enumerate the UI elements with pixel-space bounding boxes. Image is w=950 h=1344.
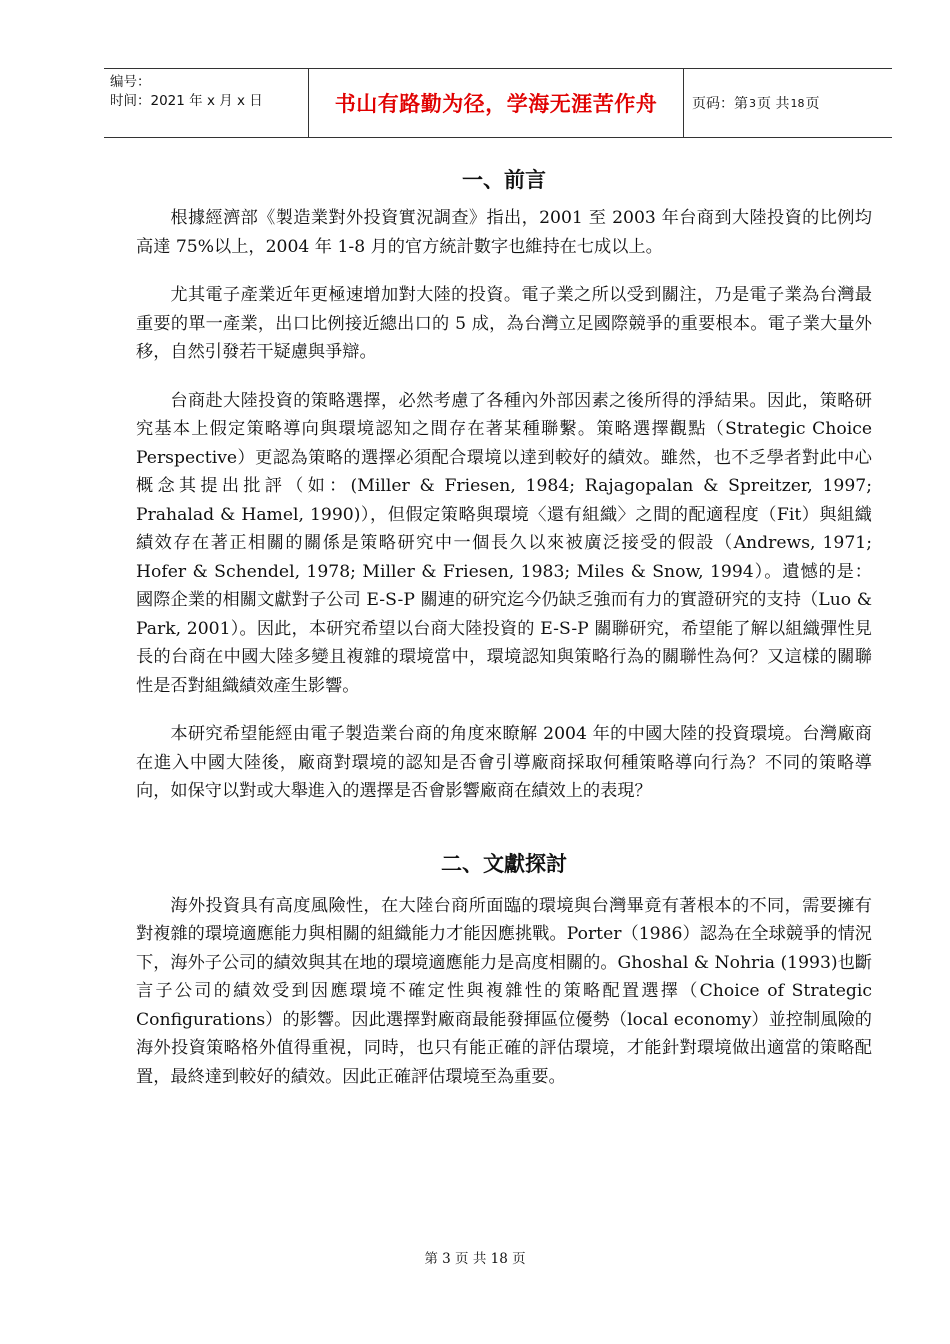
page-suffix: 页 bbox=[805, 96, 820, 112]
section-title-introduction: 一、前言 bbox=[462, 167, 546, 192]
doc-number-label: 编号： bbox=[110, 74, 151, 90]
paragraph: 本研究希望能經由電子製造業台商的角度來瞭解 2004 年的中國大陸的投資環境。台灣廠商在進入中國大陸後，廠商對環境的認知是否會引導廠商採取何種策略導向行為？不同的策略導向，如保守以對或大舉進入的選擇是否會影響廠商在績效上的表現？ bbox=[136, 724, 872, 801]
paragraph: 台商赴大陸投資的策略選擇，必然考慮了各種內外部因素之後所得的淨結果。因此，策略研究基本上假定策略導向與環境認知之間存在著某種聯繫。策略選擇觀點（Strategic Choice Perspective）更認為策略的選擇必須配合環境以達到較好的績效。雖然，也不乏學者對此中心概念其提出批評（如：(Miller & Friesen, 1984; Rajagopalan & Spreitzer, 1997; Prahalad & Hamel, 1990)），但假定策略與環境〈還有組織〉之間的配適程度（Fit）與組織績效存在著正相關的關係是策略研究中一個長久以來被廣泛接受的假設（Andrews, 1971; Hofer & Schendel, 1978; Miller & Friesen, 1983; Miles & Snow, 1994）。遺憾的是：國際企業的相關文獻對子公司 E-S-P 關連的研究迄今仍缺乏強而有力的實證研究的支持（Luo & Park, 2001）。因此，本研究希望以台商大陸投資的 E-S-P 關聯研究，希望能了解以組織彈性見長的台商在中國大陸多變且複雜的環境當中，環境認知與策略行為的關聯性為何？又這樣的關聯性是否對組織績效產生影響。 bbox=[136, 390, 872, 696]
header-meta bbox=[104, 69, 309, 137]
paragraph: 海外投資具有高度風險性，在大陸台商所面臨的環境與台灣畢竟有著根本的不同，需要擁有對複雜的環境適應能力與相關的組織能力才能因應挑戰。Porter（1986）認為在全球競爭的情況下，海外子公司的績效與其在地的環境適應能力是高度相關的。Ghoshal & Nohria (1993)也斷言子公司的績效受到因應環境不確定性與複雜性的策略配置選擇（Choice of Strategic Configurations）的影響。因此選擇對廠商最能發揮區位優勢（local economy）並控制風險的海外投資策略格外值得重視，同時，也只有能正確的評估環境，才能針對環境做出適當的策略配置，最終達到較好的績效。因此正確評估環境至為重要。 bbox=[136, 895, 872, 1087]
page-current: 3 bbox=[749, 96, 756, 110]
section-title-literature-review: 二、文獻探討 bbox=[441, 850, 567, 876]
header-page-info bbox=[684, 69, 892, 137]
doc-time-label: 时间：2021 年 x 月 x 日 bbox=[110, 93, 263, 109]
page-total: 18 bbox=[790, 96, 805, 110]
paragraph: 根據經濟部《製造業對外投資實況調查》指出，2001 至 2003 年台商到大陸投資的比例均高達 75%以上，2004 年 1-8 月的官方統計數字也維持在七成以上。 bbox=[136, 208, 872, 257]
page-footer: 第 3 页 共 18 页 bbox=[424, 1251, 526, 1267]
header-motto: 书山有路勤为径，学海无涯苦作舟 bbox=[309, 69, 684, 137]
page-mid: 页 共 bbox=[757, 96, 790, 112]
paragraph: 尤其電子產業近年更極速增加對大陸的投資。電子業之所以受到關注，乃是電子業為台灣最重要的單一產業，出口比例接近總出口的 5 成，為台灣立足國際競爭的重要根本。電子業大量外移，自然引發若干疑慮與爭辯。 bbox=[136, 285, 872, 362]
page-header bbox=[104, 68, 892, 138]
document-body bbox=[136, 150, 872, 1111]
page-prefix: 页码：第 bbox=[692, 96, 748, 112]
